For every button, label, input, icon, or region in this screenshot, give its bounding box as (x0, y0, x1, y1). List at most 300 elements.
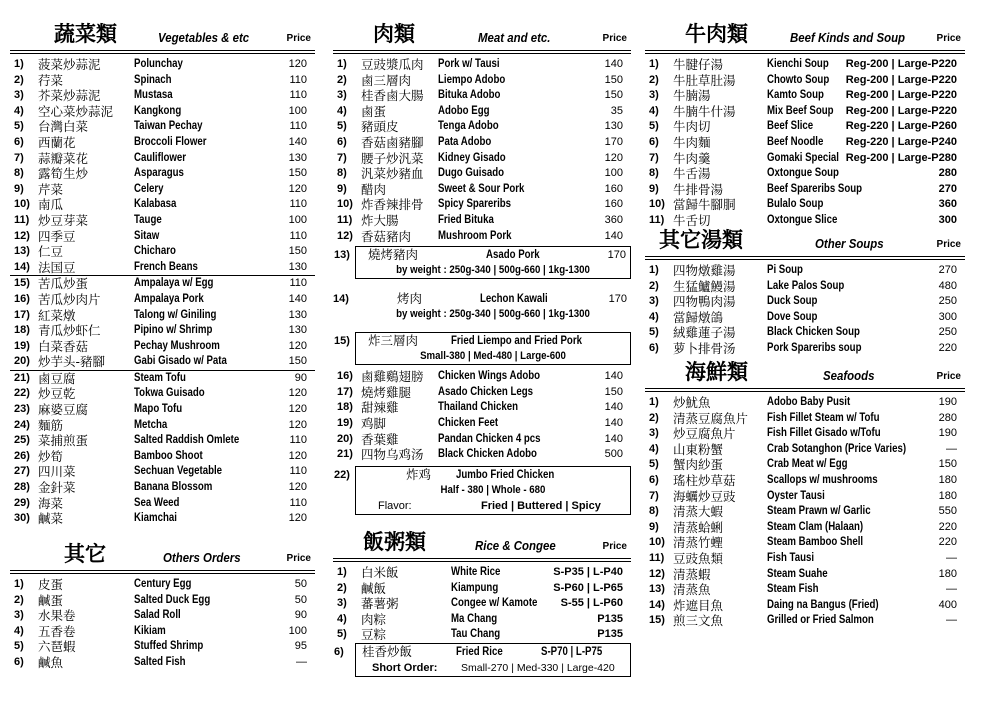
item-number: 3) (649, 89, 659, 102)
item-number: 2) (337, 73, 347, 86)
menu-item (10, 449, 315, 465)
item-name-cn: 鹹蛋 (38, 592, 64, 608)
menu-item (10, 276, 315, 292)
item-number: 3) (14, 609, 24, 622)
section-title-en: Others Orders (163, 550, 241, 565)
item-name-cn: 清蒸豆腐魚片 (673, 410, 749, 426)
item-number: 5) (337, 628, 347, 641)
item-price: 140 (604, 416, 623, 429)
item-name-cn: 炒魷魚 (673, 395, 711, 410)
item-name-en: Dove Soup (767, 310, 818, 323)
short-order-prices: Small-270 | Med-330 | Large-420 (461, 661, 615, 674)
item-name-cn: 甜辣雞 (361, 400, 399, 416)
item-number: 6) (649, 341, 659, 354)
menu-item (645, 135, 965, 151)
item-price: 110 (289, 434, 307, 447)
item-name-en: Pork Spareribs soup (767, 341, 862, 354)
item-price: 120 (288, 403, 307, 416)
menu-list (10, 577, 315, 671)
item-number: 8) (337, 167, 347, 180)
item-number: 1) (649, 58, 659, 70)
item-price: 280 (938, 167, 957, 180)
item-number: 18) (337, 401, 353, 414)
menu-item-box (334, 466, 631, 515)
item-name-en: Sweet & Sour Pork (438, 182, 525, 195)
item-price: 170 (607, 249, 626, 262)
menu-item (645, 73, 965, 89)
item-price: 110 (289, 496, 307, 509)
section-header (10, 540, 315, 571)
item-number: 5) (649, 458, 659, 471)
item-name-cn: 空心菜炒蒜泥 (38, 103, 114, 119)
item-name-en: Fried Liempo and Fried Pork (451, 335, 582, 348)
menu-item (645, 104, 965, 120)
item-number: 4) (649, 442, 659, 455)
menu-item-box (333, 291, 631, 322)
item-price: 160 (604, 198, 623, 211)
price-header: Price (936, 33, 961, 44)
item-name-cn: 香葉雞 (361, 431, 399, 447)
item-price: 120 (288, 449, 307, 462)
item-price: Reg-200 | Large-P220 (845, 73, 957, 86)
menu-item (645, 57, 965, 73)
item-name-en: Kalabasa (134, 198, 177, 211)
item-name-en: Kangkong (134, 104, 182, 117)
item-name-cn: 炒豆乾 (38, 386, 76, 402)
item-number: 6) (14, 135, 24, 148)
section-title-cn: 肉類 (373, 21, 415, 46)
item-number: 2) (649, 73, 659, 86)
menu-item (10, 418, 315, 434)
menu-item (333, 627, 631, 643)
item-name-cn: 瑤柱炒草菇 (673, 472, 736, 488)
item-name-en: Kidney Gisado (438, 151, 506, 164)
item-price: 170 (608, 293, 627, 306)
item-number: 5) (14, 120, 24, 133)
menu-item (645, 473, 965, 489)
item-price: 220 (938, 536, 957, 549)
item-number: 29) (14, 496, 30, 509)
item-name-cn: 炒豆芽菜 (38, 212, 89, 228)
item-name-en: Pipino w/ Shrimp (134, 324, 213, 337)
item-name-cn: 肉粽 (361, 611, 387, 627)
item-price: 250 (938, 295, 957, 308)
item-price: Reg-200 | Large-P220 (845, 104, 957, 117)
item-number: 3) (14, 89, 24, 102)
item-number: 21) (14, 371, 30, 384)
item-name-cn: 萝卜排骨汤 (673, 340, 736, 356)
item-name-cn: 露筍生炒 (38, 166, 89, 182)
item-number: 17) (337, 385, 353, 398)
item-name-en: Sechuan Vegetable (134, 465, 223, 478)
item-name-en: Beef Noodle (767, 135, 824, 148)
item-price: 190 (938, 396, 957, 408)
menu-item (645, 567, 965, 583)
item-number: 21) (337, 448, 353, 461)
item-weight-prices: by weight : 250g-340 | 500g-660 | 1kg-1300 (396, 308, 590, 321)
item-price: Reg-220 | Large-P240 (845, 135, 957, 148)
menu-item (10, 511, 315, 527)
item-name-en: Bamboo Shoot (134, 449, 203, 462)
item-number: 3) (337, 597, 347, 610)
section-title-cn: 其它湯類 (659, 227, 743, 252)
item-number: 14) (14, 260, 30, 273)
section-title-cn: 其它 (64, 541, 106, 566)
item-number: 4) (14, 624, 24, 637)
item-number: 11) (14, 213, 30, 226)
item-name-en: Oyster Tausi (767, 489, 825, 502)
item-price: 120 (604, 151, 623, 164)
item-price: 170 (604, 135, 623, 148)
menu-item (333, 166, 631, 182)
item-name-en: Banana Blossom (134, 481, 213, 494)
item-number: 6) (334, 645, 344, 658)
item-price: Reg-220 | Large-P260 (845, 120, 957, 133)
item-price: S-P60 | L-P65 (553, 581, 623, 594)
item-number: 8) (14, 167, 24, 180)
menu-item (10, 135, 315, 151)
flavor-options: Fried | Buttered | Spicy (481, 499, 601, 512)
menu-item (10, 339, 315, 355)
item-number: 12) (14, 229, 30, 242)
menu-item (645, 325, 965, 341)
seafood-section (645, 358, 965, 629)
item-name-en: Spinach (134, 73, 172, 86)
item-weight-prices: by weight : 250g-340 | 500g-660 | 1kg-1300 (396, 264, 590, 277)
item-name-cn: 鹵豆腐 (38, 370, 76, 386)
section-header (333, 20, 631, 51)
item-price: 400 (938, 598, 957, 611)
menu-item (333, 73, 631, 89)
menu-item (645, 151, 965, 167)
item-name-en: Spicy Spareribs (438, 198, 512, 211)
item-number: 14) (649, 598, 665, 611)
item-price: 180 (938, 489, 957, 502)
section-title-cn: 蔬菜類 (54, 21, 117, 46)
item-name-en: Bituka Adobo (438, 89, 501, 102)
item-name-cn: 青瓜炒虾仁 (38, 323, 101, 339)
item-name-en: Adobo Egg (438, 104, 490, 117)
menu-item (10, 308, 315, 324)
menu-list (645, 263, 965, 357)
item-number: 4) (337, 612, 347, 625)
item-name-cn: 菜捕煎蛋 (38, 433, 89, 449)
item-price: S-P70 | L-P75 (541, 645, 603, 658)
item-name-cn: 桂香炒飯 (362, 643, 413, 659)
item-name-cn: 水果卷 (38, 608, 76, 624)
menu-item (333, 182, 631, 198)
section-title-en: Rice & Congee (475, 538, 556, 553)
item-name-en: Kamto Soup (767, 89, 824, 102)
item-price: 110 (289, 277, 307, 290)
item-name-cn: 菠菜炒蒜泥 (38, 57, 101, 72)
menu-item (645, 520, 965, 536)
menu-item (645, 489, 965, 505)
item-name-cn: 金針菜 (38, 480, 76, 496)
item-number: 5) (649, 326, 659, 339)
menu-list (645, 57, 965, 229)
item-price: 140 (604, 229, 623, 242)
menu-item (10, 197, 315, 213)
item-price: 500 (604, 448, 623, 461)
item-name-cn: 南瓜 (38, 197, 64, 213)
item-name-en: French Beans (134, 260, 198, 273)
menu-item (645, 426, 965, 442)
item-price: 120 (288, 58, 307, 70)
item-name-cn: 燒烤豬肉 (368, 247, 419, 263)
item-number: 13) (649, 583, 665, 596)
menu-item (10, 402, 315, 418)
item-name-en: Beef Spareribs Soup (767, 182, 863, 195)
item-price: 90 (294, 609, 307, 622)
item-name-en: Pata Adobo (438, 135, 492, 148)
item-price: 150 (288, 167, 307, 180)
item-number: 28) (14, 481, 30, 494)
menu-item (333, 400, 631, 416)
menu-item-box (334, 246, 631, 279)
item-name-cn: 鹵蛋 (361, 103, 387, 119)
item-price: 120 (288, 387, 307, 400)
item-price: 110 (289, 89, 307, 102)
item-number: 9) (14, 182, 24, 195)
item-number: 30) (14, 512, 30, 525)
item-name-cn: 西蘭花 (38, 134, 76, 150)
item-number: 15) (14, 277, 30, 290)
item-price: — (946, 551, 957, 564)
item-name-cn: 牛腩湯 (673, 88, 711, 104)
menu-item (10, 433, 315, 449)
item-price: 120 (288, 339, 307, 352)
item-name-cn: 荇菜 (38, 72, 64, 88)
item-number: 1) (649, 396, 659, 408)
item-number: 5) (14, 640, 24, 653)
item-name-cn: 炸大腸 (361, 212, 399, 228)
item-name-cn: 炸鸡 (406, 466, 432, 482)
item-price: 140 (604, 432, 623, 445)
menu-item (10, 593, 315, 609)
item-price: 50 (294, 578, 307, 590)
section-title-cn: 飯粥類 (363, 529, 426, 554)
menu-item (10, 244, 315, 260)
menu-item-box (334, 332, 631, 365)
menu-item (10, 577, 315, 593)
item-number: 13) (14, 245, 30, 258)
item-name-cn: 苦瓜炒肉片 (38, 291, 101, 307)
item-name-en: Steam Tofu (134, 371, 186, 384)
item-name-en: Mapo Tofu (134, 403, 183, 416)
item-name-cn: 仁豆 (38, 244, 64, 260)
item-number: 20) (337, 432, 353, 445)
item-number: 7) (649, 489, 659, 502)
item-name-cn: 烤肉 (397, 291, 423, 307)
item-name-en: Asado Chicken Legs (438, 385, 534, 398)
item-number: 3) (337, 89, 347, 102)
item-name-cn: 五香卷 (38, 623, 76, 639)
item-name-en: Oxtongue Slice (767, 213, 838, 226)
item-name-cn: 桂香鹵大腸 (361, 88, 424, 104)
section-header (645, 226, 965, 257)
item-number: 6) (14, 655, 24, 668)
menu-item (645, 598, 965, 614)
item-name-cn: 炸三層肉 (368, 333, 419, 349)
item-number: 14) (333, 293, 349, 306)
item-price: P135 (597, 612, 623, 625)
menu-item (333, 229, 631, 245)
item-name-cn: 清蒸魚 (673, 582, 711, 598)
item-name-en: Thailand Chicken (438, 401, 518, 414)
item-name-cn: 當歸燉鴿 (673, 309, 724, 325)
item-number: 3) (649, 295, 659, 308)
item-name-en: Polunchay (134, 58, 183, 70)
item-price: 360 (938, 198, 957, 211)
item-name-cn: 炒芋头-豬腳 (38, 354, 106, 370)
item-number: 18) (14, 324, 30, 337)
item-number: 20) (14, 355, 30, 368)
item-number: 10) (649, 536, 665, 549)
menu-item (10, 639, 315, 655)
menu-item (10, 213, 315, 229)
item-name-cn: 四季豆 (38, 228, 76, 244)
item-price: Reg-200 | Large-P220 (845, 58, 957, 70)
item-name-cn: 清蒸蛤蜊 (673, 519, 724, 535)
item-number: 6) (337, 135, 347, 148)
item-price: 50 (294, 593, 307, 606)
item-price: 180 (938, 567, 957, 580)
price-header: Price (602, 541, 627, 552)
menu-item (645, 613, 965, 629)
section-title-en: Meat and etc. (478, 30, 551, 45)
item-number: 7) (14, 151, 24, 164)
menu-item (645, 166, 965, 182)
menu-item (333, 385, 631, 401)
item-name-en: Chicken Feet (438, 416, 499, 429)
flavor-label: Flavor: (378, 499, 412, 512)
item-name-en: Duck Soup (767, 295, 818, 308)
item-name-cn: 蟹肉紗蛋 (673, 457, 724, 473)
menu-item (333, 135, 631, 151)
item-price: 300 (938, 213, 957, 226)
item-number: 22) (14, 387, 30, 400)
item-name-cn: 鹵雞鷄翅膀 (361, 369, 424, 385)
item-price: 550 (938, 505, 957, 518)
item-number: 2) (649, 411, 659, 424)
item-number: 7) (649, 151, 659, 164)
item-name-en: Steam Clam (Halaan) (767, 520, 864, 533)
item-price: 480 (938, 279, 957, 292)
price-header: Price (286, 553, 311, 564)
menu-item (10, 464, 315, 480)
item-name-en: Black Chicken Soup (767, 326, 860, 339)
item-name-en: Taiwan Pechay (134, 120, 203, 133)
item-name-cn: 清蒸蝦 (673, 566, 711, 582)
item-price: 95 (294, 640, 307, 653)
menu-item (645, 294, 965, 310)
price-header: Price (936, 239, 961, 250)
item-number: 25) (14, 434, 30, 447)
item-number: 1) (14, 58, 24, 70)
menu-item (333, 119, 631, 135)
item-name-en: Kiampung (451, 581, 499, 594)
item-price: 150 (288, 245, 307, 258)
others-section (10, 540, 315, 671)
item-price: 110 (289, 73, 307, 86)
menu-item (10, 323, 315, 339)
item-number: 9) (649, 520, 659, 533)
menu-item (10, 182, 315, 198)
item-price: 120 (288, 512, 307, 525)
menu-item (10, 655, 315, 671)
item-price: 140 (288, 292, 307, 305)
section-title-cn: 牛肉類 (685, 21, 748, 46)
item-price: 100 (288, 213, 307, 226)
item-name-en: Jumbo Fried Chicken (456, 468, 555, 481)
soup-section (645, 226, 965, 357)
item-price: 140 (604, 401, 623, 414)
item-price: 140 (604, 370, 623, 383)
section-title-cn: 海鮮類 (685, 359, 748, 384)
menu-item (645, 582, 965, 598)
menu-item (645, 263, 965, 279)
item-name-en: Steam Fish (767, 583, 819, 596)
item-size-prices: Small-380 | Med-480 | Large-600 (420, 350, 566, 363)
menu-item-box (334, 643, 631, 677)
item-name-en: Salted Duck Egg (134, 593, 211, 606)
item-number: 1) (14, 578, 24, 590)
item-name-en: Tauge (134, 213, 162, 226)
item-price: S-P35 | L-P40 (553, 566, 623, 578)
short-order-label: Short Order: (372, 661, 438, 674)
menu-item (10, 73, 315, 89)
item-number: 11) (649, 551, 665, 564)
item-price: 120 (288, 182, 307, 195)
item-number: 8) (649, 505, 659, 518)
item-number: 1) (649, 264, 659, 276)
item-number: 6) (649, 473, 659, 486)
item-name-cn: 鹹飯 (361, 580, 387, 596)
menu-item (333, 88, 631, 104)
item-name-cn: 台灣白菜 (38, 119, 89, 135)
item-name-en: Crab Meat w/ Egg (767, 458, 848, 471)
menu-item (333, 416, 631, 432)
item-name-en: Sea Weed (134, 496, 180, 509)
menu-item (645, 197, 965, 213)
item-price: 190 (938, 427, 957, 440)
item-name-en: Salted Fish (134, 655, 186, 668)
item-number: 10) (14, 198, 30, 211)
item-price: 110 (289, 198, 307, 211)
item-number: 2) (14, 73, 24, 86)
item-price: 35 (610, 104, 623, 117)
item-name-cn: 當歸牛腳胴 (673, 197, 736, 213)
menu-item (10, 229, 315, 245)
rice-section (333, 528, 631, 681)
item-number: 7) (337, 151, 347, 164)
item-name-cn: 白菜香菇 (38, 338, 89, 354)
item-number: 4) (649, 310, 659, 323)
item-name-cn: 海蠣炒豆豉 (673, 488, 736, 504)
item-price: S-55 | L-P60 (560, 597, 623, 610)
item-price: 280 (938, 411, 957, 424)
menu-item (333, 581, 631, 597)
menu-item (645, 395, 965, 411)
item-name-en: Pi Soup (767, 264, 803, 276)
item-number: 23) (14, 403, 30, 416)
item-number: 6) (649, 135, 659, 148)
item-name-en: Tau Chang (451, 628, 501, 641)
item-name-en: Scallops w/ mushrooms (767, 473, 878, 486)
item-name-cn: 煎三文魚 (673, 613, 724, 629)
item-name-en: Mix Beef Soup (767, 104, 834, 117)
